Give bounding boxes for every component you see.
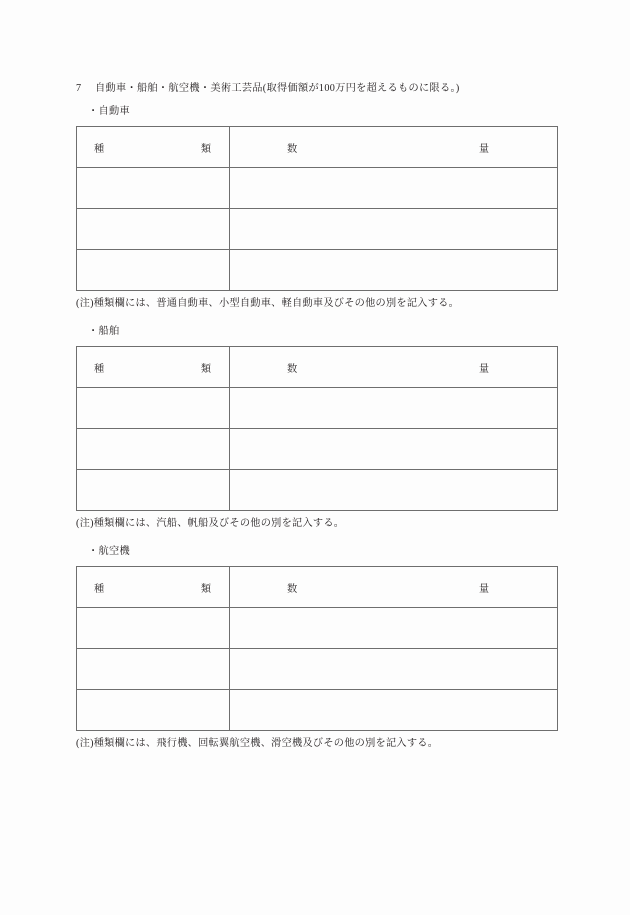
cell-amount[interactable] xyxy=(230,209,558,250)
header-amount-left: 数 xyxy=(287,583,298,595)
table-row xyxy=(77,250,558,291)
cell-kind[interactable] xyxy=(77,470,230,511)
section-number: 7 xyxy=(76,83,82,94)
section-vessel xyxy=(76,325,556,531)
cell-amount[interactable] xyxy=(230,470,558,511)
cell-kind[interactable] xyxy=(77,388,230,429)
table-header-row xyxy=(77,127,558,168)
cell-kind[interactable] xyxy=(77,690,230,731)
cell-amount[interactable] xyxy=(230,429,558,470)
header-cell-kind xyxy=(77,567,230,608)
note-aircraft: (注)種類欄には、飛行機、回転翼航空機、滑空機及びその他の別を記入する。 xyxy=(76,738,439,750)
subsection-label-automobile: ・自動車 xyxy=(88,105,130,117)
header-amount-left: 数 xyxy=(287,143,298,155)
cell-amount[interactable] xyxy=(230,649,558,690)
header-amount-right: 量 xyxy=(478,583,489,595)
header-cell-kind xyxy=(77,127,230,168)
note-automobile: (注)種類欄には、普通自動車、小型自動車、軽自動車及びその他の別を記入する。 xyxy=(76,298,460,310)
cell-kind[interactable] xyxy=(77,608,230,649)
table-header-row xyxy=(77,567,558,608)
document-content xyxy=(76,82,556,751)
section-aircraft xyxy=(76,545,556,751)
header-cell-amount xyxy=(230,347,558,388)
header-cell-amount xyxy=(230,127,558,168)
header-kind-right: 類 xyxy=(200,583,211,595)
table-row xyxy=(77,608,558,649)
cell-amount[interactable] xyxy=(230,388,558,429)
table-aircraft xyxy=(76,566,558,731)
header-kind-left: 種 xyxy=(94,583,105,595)
subsection-label-aircraft: ・航空機 xyxy=(88,545,130,557)
table-row xyxy=(77,470,558,511)
header-amount-right: 量 xyxy=(478,143,489,155)
cell-amount[interactable] xyxy=(230,168,558,209)
section-title: 自動車・船舶・航空機・美術工芸品(取得価額が100万円を超えるものに限る。) xyxy=(95,83,460,94)
table-row xyxy=(77,429,558,470)
header-amount-left: 数 xyxy=(287,363,298,375)
section-automobile xyxy=(76,105,556,311)
header-amount-right: 量 xyxy=(478,363,489,375)
table-row xyxy=(77,690,558,731)
header-cell-amount xyxy=(230,567,558,608)
cell-kind[interactable] xyxy=(77,209,230,250)
cell-kind[interactable] xyxy=(77,429,230,470)
header-cell-kind xyxy=(77,347,230,388)
cell-amount[interactable] xyxy=(230,608,558,649)
table-row xyxy=(77,388,558,429)
cell-kind[interactable] xyxy=(77,168,230,209)
cell-amount[interactable] xyxy=(230,690,558,731)
table-row xyxy=(77,649,558,690)
cell-kind[interactable] xyxy=(77,649,230,690)
note-vessel: (注)種類欄には、汽船、帆船及びその他の別を記入する。 xyxy=(76,518,345,530)
cell-amount[interactable] xyxy=(230,250,558,291)
header-kind-right: 類 xyxy=(200,363,211,375)
table-vessel xyxy=(76,346,558,511)
section-heading xyxy=(76,82,556,96)
header-kind-left: 種 xyxy=(94,143,105,155)
header-kind-left: 種 xyxy=(94,363,105,375)
table-header-row xyxy=(77,347,558,388)
table-row xyxy=(77,168,558,209)
table-row xyxy=(77,209,558,250)
table-automobile xyxy=(76,126,558,291)
header-kind-right: 類 xyxy=(200,143,211,155)
subsection-label-vessel: ・船舶 xyxy=(88,325,120,337)
cell-kind[interactable] xyxy=(77,250,230,291)
